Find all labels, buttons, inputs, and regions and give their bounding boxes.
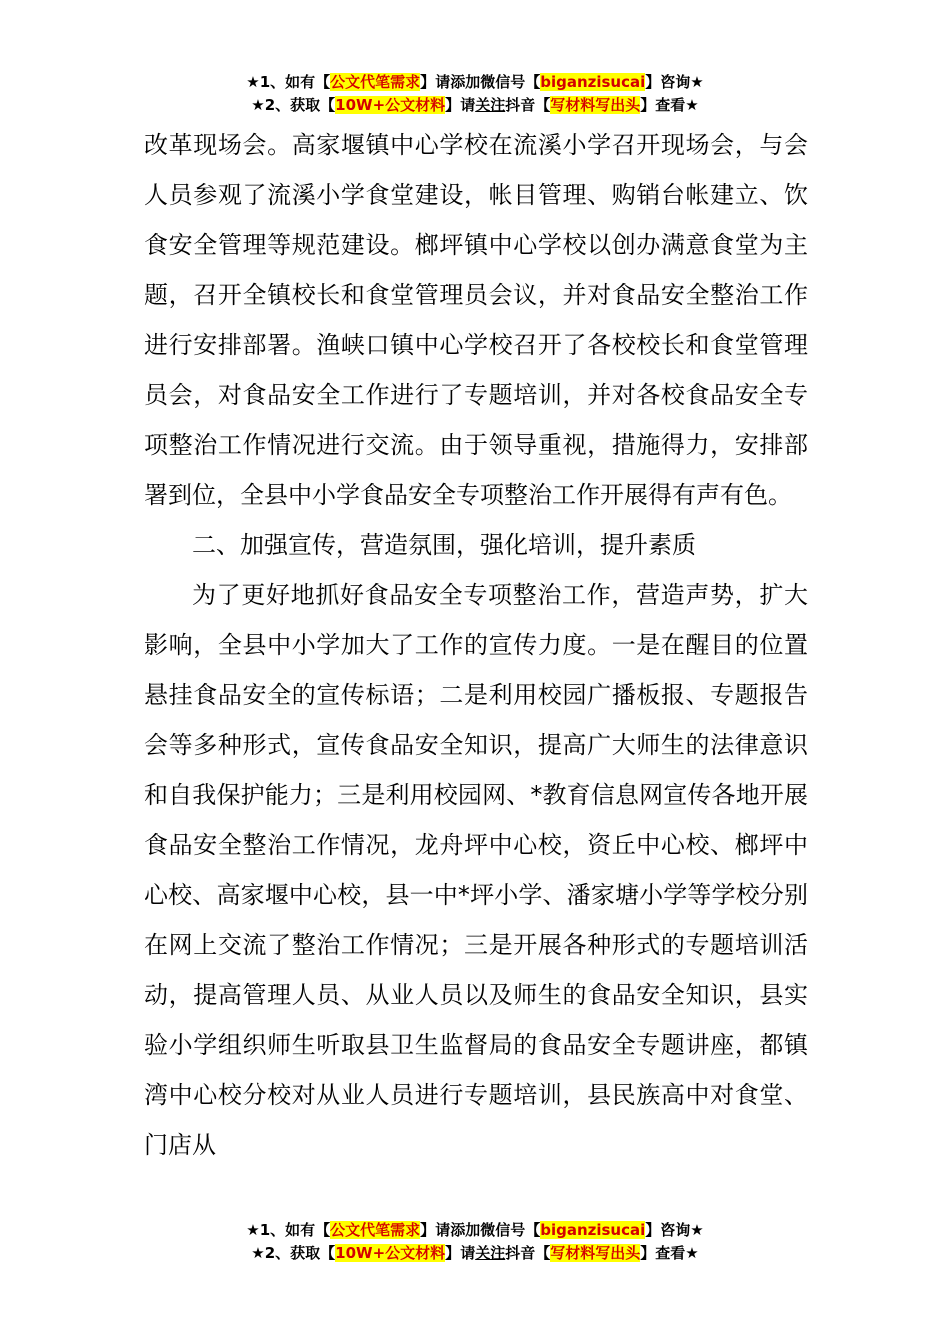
bracket-close: 】 [445, 96, 461, 114]
banner-suffix: 咨询★ [660, 73, 704, 91]
highlight-douyin-account: 写材料写出头 [550, 96, 641, 114]
banner-prefix: ★2、获取 [251, 1244, 321, 1262]
document-body [144, 120, 808, 1170]
header-banner [0, 71, 950, 117]
banner-line-2 [0, 1242, 950, 1265]
highlight-wechat-id: biganzisucai [540, 73, 646, 91]
banner-mid-text: 请添加微信号 [435, 1221, 526, 1239]
banner-follow-text: 关注 [475, 1244, 506, 1262]
highlight-wechat-id: biganzisucai [540, 1221, 646, 1239]
banner-prefix: ★2、获取 [251, 96, 321, 114]
bracket-close: 】 [640, 96, 656, 114]
bracket-open: 【 [535, 96, 551, 114]
bracket-close: 】 [640, 1244, 656, 1262]
bracket-close: 】 [445, 1244, 461, 1262]
banner-mid-text: 请 [460, 1244, 476, 1262]
banner-mid-text: 抖音 [505, 1244, 536, 1262]
banner-line-1 [0, 1219, 950, 1242]
bracket-open: 【 [315, 1221, 331, 1239]
banner-suffix: 查看★ [655, 1244, 699, 1262]
banner-suffix: 查看★ [655, 96, 699, 114]
banner-line-1 [0, 71, 950, 94]
bracket-close: 】 [645, 1221, 661, 1239]
banner-line-2 [0, 94, 950, 117]
footer-banner [0, 1219, 950, 1265]
banner-mid-text: 请 [460, 96, 476, 114]
banner-follow-text: 关注 [475, 96, 506, 114]
section-heading: 二、加强宣传，营造氛围，强化培训，提升素质 [192, 531, 696, 559]
highlight-ghostwriting: 公文代笔需求 [330, 1221, 421, 1239]
banner-prefix: ★1、如有 [246, 73, 316, 91]
bracket-close: 】 [420, 1221, 436, 1239]
banner-suffix: 咨询★ [660, 1221, 704, 1239]
highlight-ghostwriting: 公文代笔需求 [330, 73, 421, 91]
highlight-materials: 10W+公文材料 [335, 96, 446, 114]
highlight-materials: 10W+公文材料 [335, 1244, 446, 1262]
paragraph: 为了更好地抓好食品安全专项整治工作，营造声势，扩大影响，全县中小学加大了工作的宣传力度。一是在醒目的位置悬挂食品安全的宣传标语；二是利用校园广播板报、专题报告会等多种形式，宣传食品安全知识，提高广大师生的法律意识和自我保护能力；三是利用校园网、*教育信息网宣传各地开展食品安全整治工作情况，龙舟坪中心校，资丘中心校、榔坪中心校、高家堰中心校，县一中*坪小学、潘家塘小学等学校分别在网上交流了整治工作情况；三是开展各种形式的专题培训活动，提高管理人员、从业人员以及师生的食品安全知识，县实验小学组织师生听取县卫生监督局的食品安全专题讲座，都镇湾中心校分校对从业人员进行专题培训，县民族高中对食堂、门店从 [144, 581, 808, 1159]
highlight-douyin-account: 写材料写出头 [550, 1244, 641, 1262]
bracket-close: 】 [420, 73, 436, 91]
bracket-open: 【 [525, 73, 541, 91]
bracket-close: 】 [645, 73, 661, 91]
banner-mid-text: 抖音 [505, 96, 536, 114]
paragraph: 改革现场会。高家堰镇中心学校在流溪小学召开现场会，与会人员参观了流溪小学食堂建设，帐目管理、购销台帐建立、饮食安全管理等规范建设。榔坪镇中心学校以创办满意食堂为主题，召开全镇校长和食堂管理员会议，并对食品安全整治工作进行安排部署。渔峡口镇中心学校召开了各校校长和食堂管理员会，对食品安全工作进行了专题培训，并对各校食品安全专项整治工作情况进行交流。由于领导重视，措施得力，安排部署到位，全县中小学食品安全专项整治工作开展得有声有色。 [144, 131, 808, 509]
banner-prefix: ★1、如有 [246, 1221, 316, 1239]
bracket-open: 【 [320, 1244, 336, 1262]
bracket-open: 【 [315, 73, 331, 91]
bracket-open: 【 [535, 1244, 551, 1262]
bracket-open: 【 [320, 96, 336, 114]
bracket-open: 【 [525, 1221, 541, 1239]
banner-mid-text: 请添加微信号 [435, 73, 526, 91]
